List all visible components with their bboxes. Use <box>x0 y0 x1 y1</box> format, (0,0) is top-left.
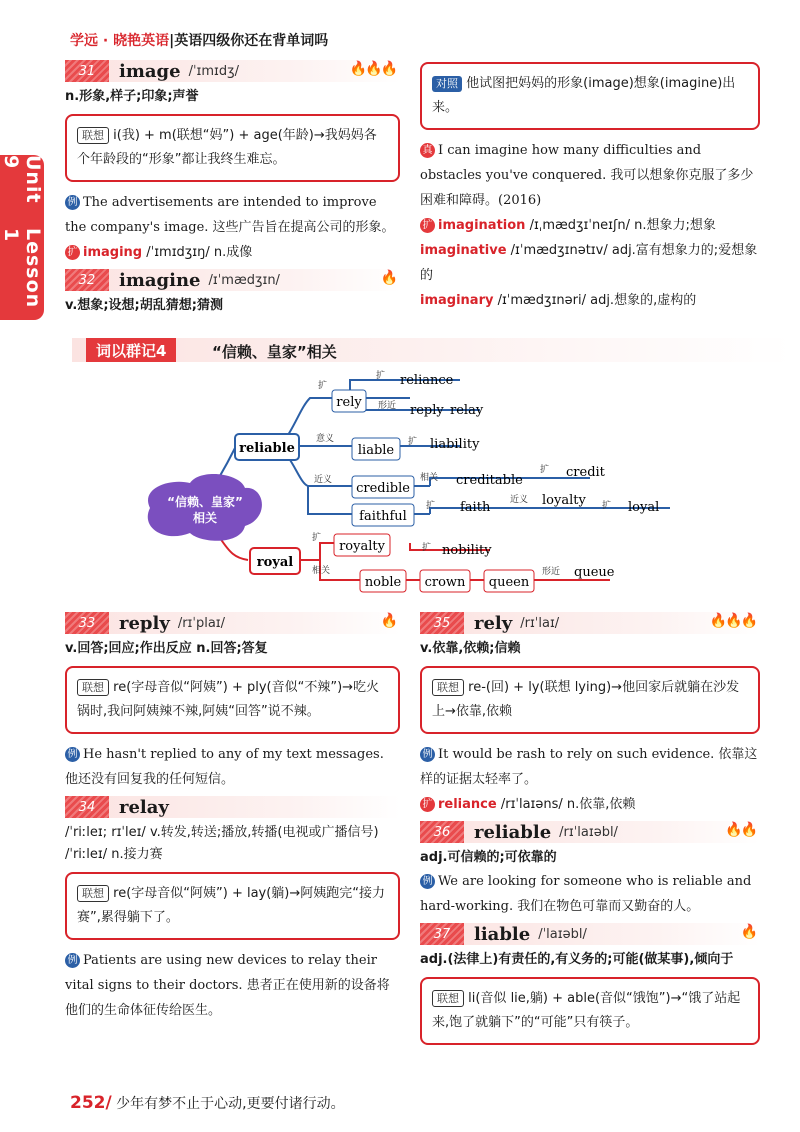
example: 例 It would be rash to rely on such evidence. 依靠这样的证据太轻率了。 <box>420 747 758 787</box>
definition: adj.可信赖的;可依靠的 <box>420 850 557 865</box>
extension: imaginary /ɪˈmædʒɪnəri/ adj.想象的,虚构的 <box>420 293 697 308</box>
node-royalty: royalty <box>339 539 385 554</box>
extension: 扩 reliance /rɪˈlaɪəns/ n.依靠,依赖 <box>420 792 760 817</box>
node-queue: queue <box>574 565 615 580</box>
word-header-34: 34 relay <box>65 796 400 818</box>
right-column-top <box>420 62 760 313</box>
node-liability: liability <box>430 437 480 452</box>
label-kuo: 扩 <box>426 501 436 511</box>
node-royal: royal <box>256 555 294 570</box>
memory-box: 联想 re(字母音似“阿姨”) + ply(音似“不辣”)→吃火锅时,我问阿姨辣不辣,阿姨“回答”说不辣。 <box>65 666 400 734</box>
flame-icon: 🔥🔥🔥 <box>349 61 396 77</box>
flame-icon: 🔥 <box>740 924 756 940</box>
node-faithful: faithful <box>359 509 407 524</box>
example: 真 I can imagine how many difficulties and obstacles you've conquered. 我可以想象你克服了多少困难和障碍。(2016) <box>420 143 754 208</box>
group-badge: 词以群记4 <box>86 338 176 362</box>
headword: reply <box>119 612 170 634</box>
example: 例 He hasn't replied to any of my text messages. 他还没有回复我的任何短信。 <box>65 747 384 787</box>
definition: /ˈriːleɪ/ n.接力赛 <box>65 847 163 862</box>
word-header-31: 31 image /ˈɪmɪdʒ/ 🔥🔥🔥 <box>65 60 400 82</box>
node-faith: faith <box>460 500 491 515</box>
word-header-35: 35 rely /rɪˈlaɪ/ 🔥🔥🔥 <box>420 612 760 634</box>
exam-icon: 真 <box>420 143 435 158</box>
label-xingjin: 形近 <box>542 567 561 577</box>
node-nobility: nobility <box>442 543 492 558</box>
definition: n.形象,样子;印象;声誉 <box>65 89 199 104</box>
label-kuo: 扩 <box>540 465 550 475</box>
label-xiangguan: 相关 <box>312 566 331 576</box>
definition: v.想象;设想;胡乱猜想;猜测 <box>65 298 223 313</box>
node-liable: liable <box>357 443 395 458</box>
label-jinyi: 近义 <box>314 475 333 485</box>
page-header: 学远 · 晓艳英语|英语四级你还在背单词吗 <box>70 33 329 49</box>
node-crown: crown <box>424 575 466 590</box>
lianxiang-tag: 联想 <box>77 679 109 696</box>
mind-center-label: 相关 <box>192 511 218 525</box>
node-credible: credible <box>356 481 410 496</box>
label-kuo: 扩 <box>376 371 386 381</box>
motto: 少年有梦不止于心动,更要付诸行动。 <box>116 1096 345 1112</box>
node-creditable: creditable <box>456 473 523 488</box>
brand-subtitle: 晓艳英语 <box>113 33 170 49</box>
extension-icon: 扩 <box>420 218 435 233</box>
extension: imaginative /ɪˈmædʒɪnətɪv/ adj.富有想象力的;爱想象的 <box>420 243 758 283</box>
word-header-37: 37 liable /ˈlaɪəbl/ 🔥 <box>420 923 760 945</box>
example-icon: 例 <box>420 874 435 889</box>
headword: relay <box>119 796 169 818</box>
memory-box: 联想 re-(回) + ly(联想 lying)→他回家后就躺在沙发上→依靠,依赖 <box>420 666 760 734</box>
word-header-33: 33 reply /rɪˈplaɪ/ 🔥 <box>65 612 400 634</box>
label-kuo: 扩 <box>318 381 328 391</box>
label-kuo: 扩 <box>602 501 612 511</box>
example: 例 We are looking for someone who is reliable and hard-working. 我们在物色可靠而又勤奋的人。 <box>420 874 752 914</box>
label-kuo: 扩 <box>422 543 432 553</box>
headword: image <box>119 60 181 82</box>
duizhao-tag: 对照 <box>432 76 462 92</box>
mind-center-label: “信赖、皇家” <box>167 495 243 509</box>
example-icon: 例 <box>65 747 80 762</box>
lianxiang-tag: 联想 <box>77 885 109 902</box>
node-loyal: loyal <box>628 500 660 515</box>
example-icon: 例 <box>420 747 435 762</box>
definition: /ˈriːleɪ; rɪˈleɪ/ v.转发,转送;播放,转播(电视或广播信号) <box>65 825 379 840</box>
node-loyalty: loyalty <box>542 493 586 508</box>
headword: liable <box>474 923 531 945</box>
node-reliance: reliance <box>400 373 454 388</box>
book-title: 英语四级你还在背单词吗 <box>174 33 329 49</box>
page-number: 252/ <box>70 1093 112 1113</box>
node-rely: rely <box>336 395 362 410</box>
word-header-32: 32 imagine /ɪˈmædʒɪn/ 🔥 <box>65 269 400 291</box>
definition: adj.(法律上)有责任的,有义务的;可能(做某事),倾向于 <box>420 952 734 967</box>
left-column-bottom <box>65 612 400 1023</box>
headword: reliable <box>474 821 552 843</box>
headword: rely <box>474 612 513 634</box>
memory-box: 联想 i(我) + m(联想“妈”) + age(年龄)→我妈妈各个年龄段的“形象”都让我终生难忘。 <box>65 114 400 182</box>
extension-icon: 扩 <box>420 797 435 812</box>
label-xingjin: 形近 <box>378 401 397 411</box>
left-column-top <box>65 60 400 317</box>
page-footer <box>70 1093 345 1113</box>
definition: v.依靠,依赖;信赖 <box>420 641 521 656</box>
extension: 扩 imaging /ˈɪmɪdʒɪŋ/ n.成像 <box>65 240 400 265</box>
extension-icon: 扩 <box>65 245 80 260</box>
flame-icon: 🔥🔥 <box>725 822 756 838</box>
word-header-36: 36 reliable /rɪˈlaɪəbl/ 🔥🔥 <box>420 821 760 843</box>
lianxiang-tag: 联想 <box>77 127 109 144</box>
mind-center <box>148 474 262 541</box>
memory-box: 联想 li(音似 lie,躺) + able(音似“饿饱”)→“饿了站起来,饱了就躺下”的“可能”只有筷子。 <box>420 977 760 1045</box>
flame-icon: 🔥 <box>380 613 396 629</box>
lianxiang-tag: 联想 <box>432 990 464 1007</box>
brand-name: 学远 <box>70 33 98 49</box>
extension: 扩 imagination /ɪˌmædʒɪˈneɪʃn/ n.想象力;想象 <box>420 213 760 238</box>
example: 例 The advertisements are intended to improve the company's image. 这些广告旨在提高公司的形象。 <box>65 195 395 235</box>
label-yiyi: 意义 <box>316 434 335 444</box>
node-queen: queen <box>488 575 530 590</box>
node-reply: reply <box>410 403 444 418</box>
unit-side-tab: Unit 9 Lesson 1 <box>0 155 44 320</box>
example-icon: 例 <box>65 953 80 968</box>
label-kuo: 扩 <box>408 437 418 447</box>
node-relay: relay <box>450 403 484 418</box>
headword: imagine <box>119 269 201 291</box>
label-xiangguan: 相关 <box>420 473 439 483</box>
contrast-box: 对照 他试图把妈妈的形象(image)想象(imagine)出来。 <box>420 62 760 130</box>
flame-icon: 🔥🔥🔥 <box>709 613 756 629</box>
example: 例 Patients are using new devices to relay their vital signs to their doctors. 患者正在使用新的设备将他们的生命体征传给医生。 <box>65 953 390 1018</box>
lianxiang-tag: 联想 <box>432 679 464 696</box>
node-reliable: reliable <box>239 441 295 456</box>
group-title: “信赖、皇家”相关 <box>212 343 337 361</box>
label-jinyi: 近义 <box>510 495 529 505</box>
memory-box: 联想 re(字母音似“阿姨”) + lay(躺)→阿姨跑完“接力赛”,累得躺下了。 <box>65 872 400 940</box>
node-noble: noble <box>364 575 402 590</box>
right-column-bottom <box>420 612 760 1053</box>
definition: v.回答;回应;作出反应 n.回答;答复 <box>65 641 268 656</box>
node-credit: credit <box>566 465 605 480</box>
label-kuo: 扩 <box>312 533 322 543</box>
example-icon: 例 <box>65 195 80 210</box>
flame-icon: 🔥 <box>380 270 396 286</box>
word-group-header <box>72 338 792 362</box>
mind-map <box>130 368 690 598</box>
